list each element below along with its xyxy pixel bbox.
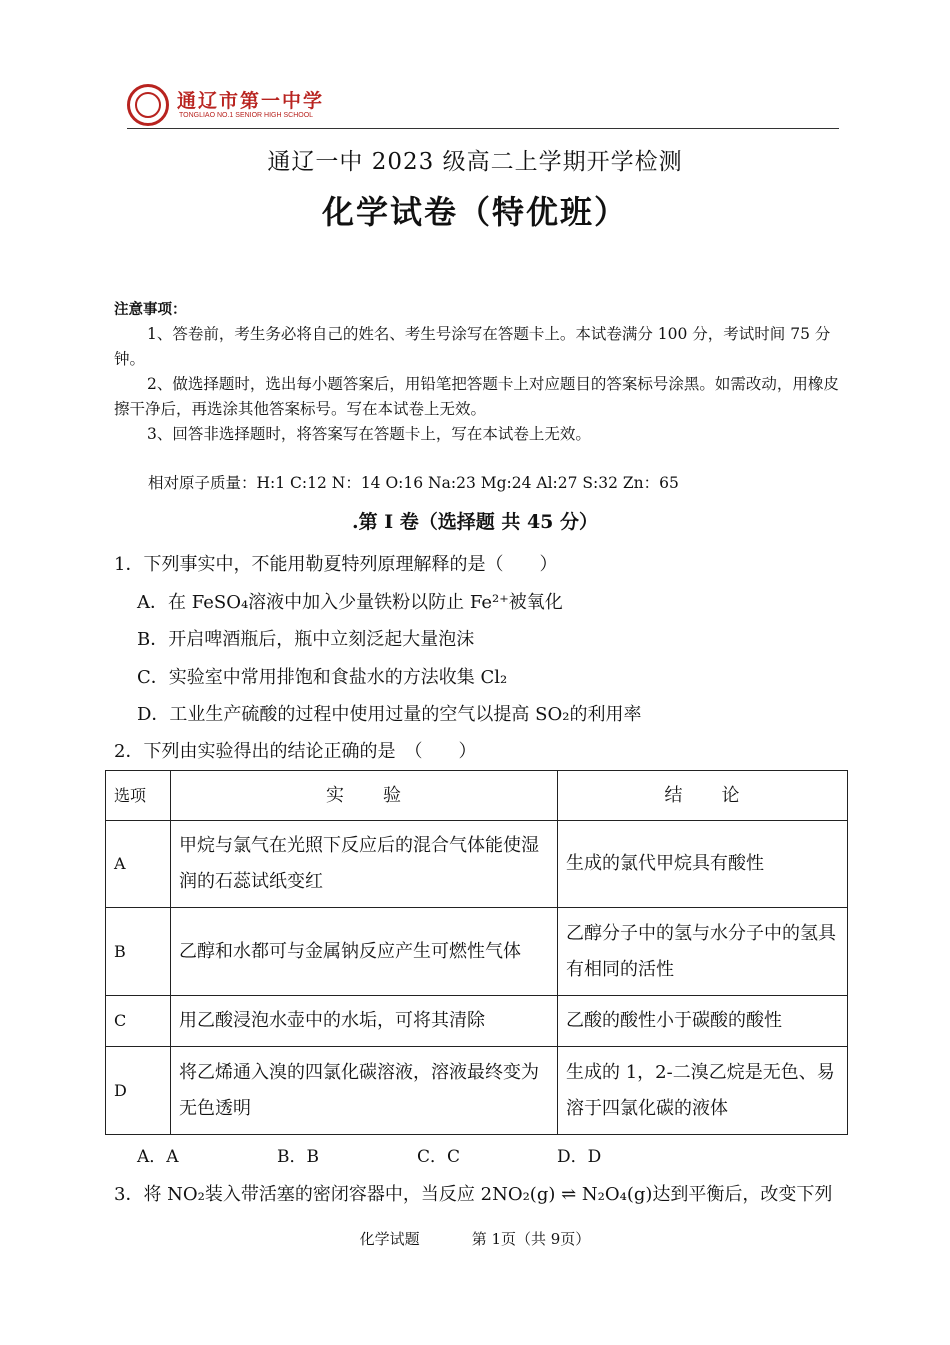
table-header-row	[106, 771, 848, 821]
header-cell-option: 选项	[106, 771, 171, 821]
table-row	[106, 996, 848, 1047]
q2-answer-options	[137, 1142, 697, 1167]
q2-answer-c: C．C	[417, 1147, 461, 1167]
q2-table	[105, 770, 848, 1135]
q1-option-d: D．工业生产硫酸的过程中使用过量的空气以提高 SO₂的利用率	[137, 704, 642, 725]
row-conclusion: 生成的 1，2-二溴乙烷是无色、易溶于四氯化碳的液体	[558, 1047, 848, 1135]
q2-answer-b: B．B	[277, 1147, 319, 1167]
school-emblem-icon	[127, 84, 169, 126]
row-option: B	[106, 908, 171, 996]
notes-block	[114, 297, 844, 447]
row-option: D	[106, 1047, 171, 1135]
row-experiment: 乙醇和水都可与金属钠反应产生可燃性气体	[171, 908, 558, 996]
table-row	[106, 821, 848, 908]
exam-title: 化学试卷（特优班）	[321, 193, 628, 231]
row-conclusion: 乙醇分子中的氢与水分子中的氢具有相同的活性	[558, 908, 848, 996]
page-footer	[0, 1228, 950, 1249]
table-row	[106, 908, 848, 996]
exam-subtitle: 通辽一中 2023 级高二上学期开学检测	[267, 149, 683, 175]
header-cell-experiment: 实 验	[171, 771, 558, 821]
q2-answer-a: A．A	[137, 1147, 179, 1167]
row-option: C	[106, 996, 171, 1047]
note-item: 2、做选择题时，选出每小题答案后，用铅笔把答题卡上对应题目的答案标号涂黑。如需改动，用橡皮擦干净后，再选涂其他答案标号。写在本试卷上无效。	[114, 375, 839, 418]
q1-option-b: B．开启啤酒瓶后，瓶中立刻泛起大量泡沫	[137, 629, 475, 650]
q1-option-c: C．实验室中常用排饱和食盐水的方法收集 Cl₂	[137, 667, 508, 688]
row-experiment: 将乙烯通入溴的四氯化碳溶液，溶液最终变为无色透明	[171, 1047, 558, 1135]
header-rule	[127, 128, 839, 129]
row-experiment: 用乙酸浸泡水壶中的水垢，可将其清除	[171, 996, 558, 1047]
school-logo	[127, 84, 367, 128]
q3-stem: 3．将 NO₂装入带活塞的密闭容器中，当反应 2NO₂(g) ⇌ N₂O₄(g)达到平衡后，改变下列	[114, 1184, 833, 1205]
row-conclusion: 生成的氯代甲烷具有酸性	[558, 821, 848, 908]
section-title: .第 I 卷（选择题 共 45 分）	[351, 511, 599, 533]
note-item: 1、答卷前，考生务必将自己的姓名、考生号涂写在答题卡上。本试卷满分 100 分，考试时间 75 分钟。	[114, 325, 831, 368]
q1-option-a: A．在 FeSO₄溶液中加入少量铁粉以防止 Fe²⁺被氧化	[137, 592, 563, 613]
q2-answer-d: D．D	[557, 1147, 602, 1167]
q1-stem: 1．下列事实中，不能用勒夏特列原理解释的是（ ）	[114, 554, 558, 575]
header-cell-conclusion: 结 论	[558, 771, 848, 821]
school-name-cn: 通辽市第一中学	[177, 90, 325, 112]
row-option: A	[106, 821, 171, 908]
note-item: 3、回答非选择题时，将答案写在答题卡上，写在本试卷上无效。	[147, 425, 591, 443]
footer-subject: 化学试题	[359, 1230, 420, 1248]
table-row	[106, 1047, 848, 1135]
footer-page-number: 第 1页（共 9页）	[471, 1230, 591, 1248]
atomic-masses: 相对原子质量：H:1 C:12 N：14 O:16 Na:23 Mg:24 Al:27 S:32 Zn：65	[148, 474, 679, 492]
row-experiment: 甲烷与氯气在光照下反应后的混合气体能使湿润的石蕊试纸变红	[171, 821, 558, 908]
school-name-en: TONGLIAO NO.1 SENIOR HIGH SCHOOL	[179, 112, 314, 119]
q2-stem: 2．下列由实验得出的结论正确的是 （ ）	[114, 741, 477, 762]
notes-heading: 注意事项：	[114, 301, 187, 318]
row-conclusion: 乙酸的酸性小于碳酸的酸性	[558, 996, 848, 1047]
